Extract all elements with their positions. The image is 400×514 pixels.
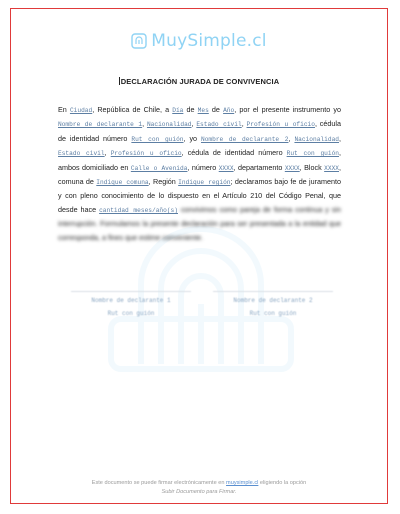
field-numero[interactable]: XXXX bbox=[218, 164, 234, 172]
field-region[interactable]: Indique región bbox=[178, 179, 231, 187]
paragraph-text: de bbox=[183, 105, 198, 114]
footer-text: Este documento se puede firmar electrónicamente en bbox=[91, 480, 227, 486]
paragraph-text: ; declaramos bajo fe de juramento y con pleno conocimiento de lo dispuesto en el Artículo 210 del Código Penal, que desde hace bbox=[58, 177, 342, 214]
signature-rut: Rut con guión bbox=[249, 310, 297, 317]
field-rut-2[interactable]: Rut con guión bbox=[286, 150, 340, 158]
field-block[interactable]: XXXX bbox=[324, 164, 339, 172]
document-title-text: DECLARACIÓN JURADA DE CONVIVENCIA bbox=[120, 77, 280, 86]
field-rut-1[interactable]: Rut con guión bbox=[131, 135, 184, 143]
logo bbox=[11, 31, 387, 51]
signature-block-2 bbox=[213, 291, 333, 320]
document-title bbox=[11, 77, 387, 86]
field-dia[interactable]: Día bbox=[172, 107, 184, 114]
paragraph-text: , Región bbox=[148, 177, 179, 187]
signature-line bbox=[71, 291, 191, 292]
field-departamento[interactable]: XXXX bbox=[284, 164, 300, 172]
declaration-paragraph bbox=[58, 103, 341, 244]
paragraph-text: , cédula de identidad número bbox=[58, 119, 341, 143]
footer-link[interactable]: muysimple.cl bbox=[226, 480, 259, 486]
paragraph-text: En bbox=[58, 105, 70, 114]
signature-line bbox=[213, 291, 333, 292]
signature-rut: Rut con guión bbox=[107, 310, 155, 317]
paragraph-text: , bbox=[339, 133, 341, 143]
paragraph-text: , ambos domiciliado en bbox=[58, 148, 342, 172]
field-calle[interactable]: Calle o Avenida bbox=[130, 164, 188, 172]
paragraph-text: , bbox=[241, 119, 247, 129]
paragraph-text: , bbox=[288, 133, 295, 143]
paragraph-text: , departamento bbox=[233, 162, 285, 172]
field-nacionalidad-1[interactable]: Nacionalidad bbox=[146, 121, 192, 129]
footer-text: eligiendo la opción bbox=[258, 480, 307, 486]
field-ciudad[interactable]: Ciudad bbox=[69, 107, 93, 114]
paragraph-text: de bbox=[208, 105, 224, 114]
field-nombre-declarante-1[interactable]: Nombre de declarante 1 bbox=[58, 121, 143, 129]
logo-text: MuySimple.cl bbox=[151, 31, 267, 51]
footer-note bbox=[11, 479, 387, 497]
field-profesion-2[interactable]: Profesión u oficio bbox=[110, 150, 182, 158]
field-tiempo-convivencia[interactable]: cantidad meses/año(s) bbox=[99, 206, 178, 214]
signature-name: Nombre de declarante 2 bbox=[233, 297, 313, 304]
document-page bbox=[10, 8, 388, 504]
signature-name: Nombre de declarante 1 bbox=[91, 297, 171, 304]
field-comuna[interactable]: Indique comuna bbox=[96, 179, 149, 187]
footer-line-2: Subir Documento para Firmar. bbox=[161, 489, 237, 495]
text-caret bbox=[119, 77, 120, 85]
paragraph-text: , yo bbox=[183, 133, 201, 143]
field-estado-civil-2[interactable]: Estado civil bbox=[58, 150, 105, 158]
paragraph-text-blurred: convivimos como pareja de forma continua y sin interrupción. Formulamos la presente declaración para ser presentada a la entidad que corresponda, a fines que estime conveniente. bbox=[58, 204, 341, 242]
field-anio[interactable]: Año bbox=[223, 107, 235, 114]
paragraph-text: , bbox=[191, 119, 197, 129]
field-mes[interactable]: Mes bbox=[197, 107, 209, 114]
field-estado-civil-1[interactable]: Estado civil bbox=[196, 121, 242, 129]
paragraph-text: , bbox=[142, 119, 147, 129]
paragraph-text: , República de Chile, a bbox=[92, 105, 173, 114]
paragraph-text: , número bbox=[187, 162, 219, 172]
field-nombre-declarante-2[interactable]: Nombre de declarante 2 bbox=[200, 135, 289, 143]
footer-line-1 bbox=[11, 479, 387, 488]
paragraph-text: , cédula de identidad número bbox=[181, 148, 287, 158]
paragraph-text: , Block bbox=[299, 162, 325, 172]
paragraph-text: , bbox=[104, 148, 111, 158]
fingerprint-icon bbox=[131, 33, 147, 49]
signature-block-1 bbox=[71, 291, 191, 320]
field-nacionalidad-2[interactable]: Nacionalidad bbox=[294, 135, 339, 143]
paragraph-text: , por el presente instrumento yo bbox=[234, 105, 341, 114]
field-profesion-1[interactable]: Profesión u oficio bbox=[246, 121, 315, 129]
paragraph-text: , comuna de bbox=[58, 162, 341, 187]
